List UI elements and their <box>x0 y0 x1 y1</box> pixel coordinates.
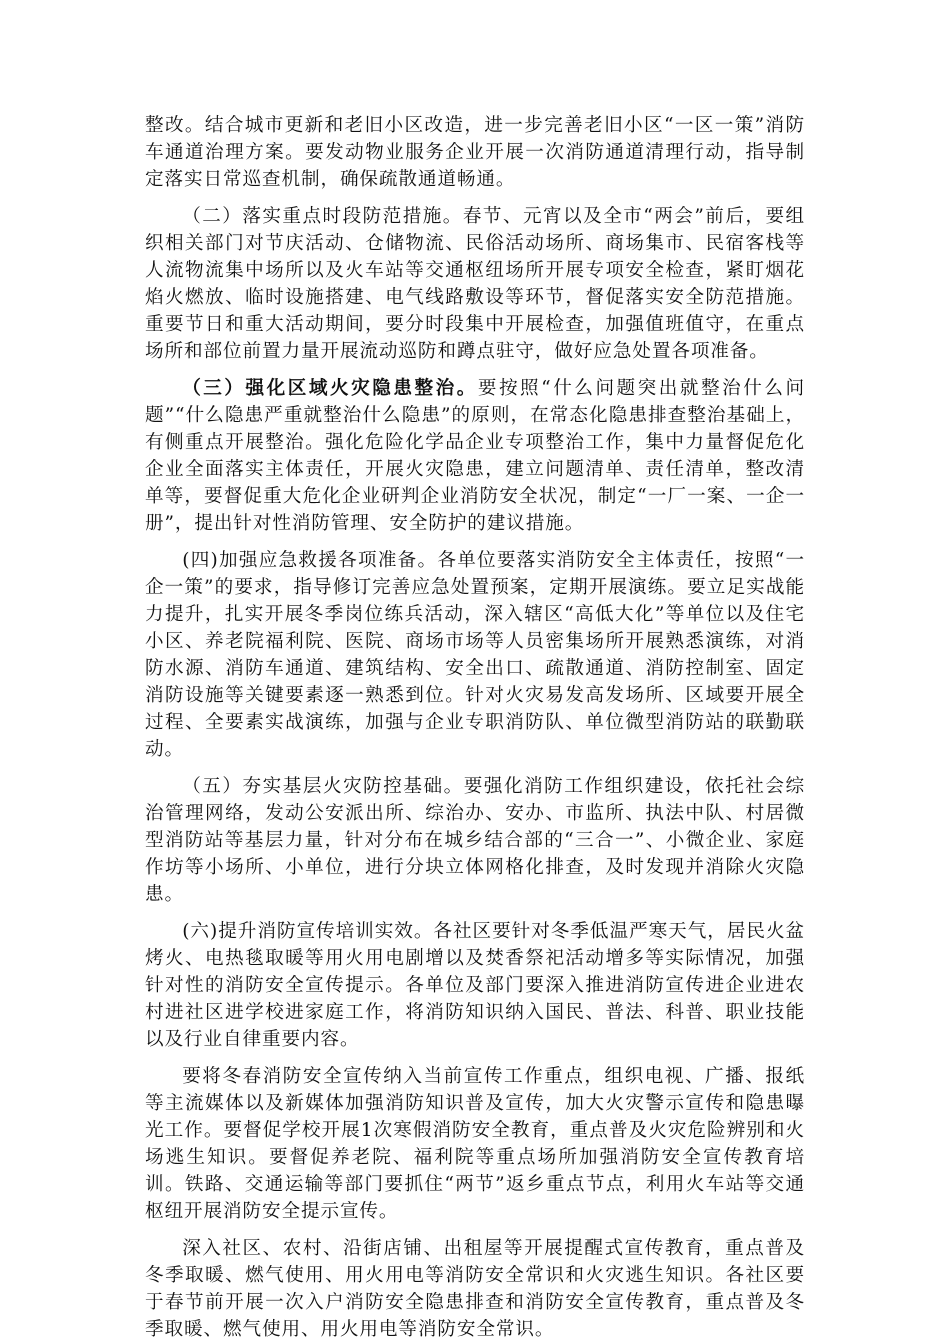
paragraph-text: 要强化消防工作组织建设，依托社会综治管理网络，发动公安派出所、综治办、安办、市监所、执法中队、村居微型消防站等基层力量，针对分布在城乡结合部的“三合一”、小微企业、家庭作坊等小场所、小单位，进行分块立体网格化排查，及时发现并消除火灾隐患。 <box>145 776 805 905</box>
paragraph-section-5 <box>145 773 805 908</box>
paragraph-text: 深入社区、农村、沿街店铺、出租屋等开展提醒式宣传教育，重点普及冬季取暖、燃气使用、用火用电等消防安全常识和火灾逃生知识。各社区要于春节前开展一次入户消防安全隐患排查和消防安全宣传教育，重点普及冬季取暖、燃气使用、用火用电等消防安全常识。 <box>145 1238 805 1340</box>
paragraph-text: 春节、元宵以及全市“两会”前后，要组织相关部门对节庆活动、仓储物流、民俗活动场所、商场集市、民宿客栈等人流物流集中场所以及火车站等交通枢纽场所开展专项安全检查，紧盯烟花焰火燃放、临时设施搭建、电气线路敷设等环节，督促落实安全防范措施。重要节日和重大活动期间，要分时段集中开展检查，加强值班值守，在重点场所和部位前置力量开展流动巡防和蹲点驻守，做好应急处置各项准备。 <box>145 206 805 362</box>
section-heading: (四)加强应急救援各项准备。 <box>182 550 438 571</box>
paragraph-section-3 <box>145 375 805 537</box>
document-page <box>145 112 805 1343</box>
paragraph-continuation <box>145 112 805 193</box>
paragraph-text: 各社区要针对冬季低温严寒天气，居民火盆烤火、电热毯取暖等用火用电剧增以及焚香祭祀活动增多等实际情况，加强针对性的消防安全宣传提示。各单位及部门要深入推进消防宣传进企业进农村进社区进学校进家庭工作，将消防知识纳入国民、普法、科普、职业技能以及行业自律重要内容。 <box>145 921 806 1050</box>
section-heading: （三）强化区域火灾隐患整治。 <box>182 378 478 399</box>
paragraph-section-4 <box>145 547 805 763</box>
paragraph-community <box>145 1235 805 1343</box>
paragraph-text: 各单位要落实消防安全主体责任，按照“一企一策”的要求，指导修订完善应急处置预案，定期开展演练。要立足实战能力提升，扎实开展冬季岗位练兵活动，深入辖区“高低大化”等单位以及住宅小区、养老院福利院、医院、商场市场等人员密集场所开展熟悉演练，对消防水源、消防车通道、建筑结构、安全出口、疏散通道、消防控制室、固定消防设施等关键要素逐一熟悉到位。针对火灾易发高发场所、区域要开展全过程、全要素实战演练，加强与企业专职消防队、单位微型消防站的联勤联动。 <box>145 550 805 760</box>
paragraph-text: 要按照“什么问题突出就整治什么问题”“什么隐患严重就整治什么隐患”的原则，在常态化隐患排查整治基础上，有侧重点开展整治。强化危险化学品企业专项整治工作，集中力量督促危化企业全面落实主体责任，开展火灾隐患，建立问题清单、责任清单，整改清单等，要督促重大危化企业研判企业消防安全状况，制定“一厂一案、一企一册”，提出针对性消防管理、安全防护的建议措施。 <box>145 378 805 534</box>
section-heading: (六)提升消防宣传培训实效。 <box>182 921 434 942</box>
section-heading: （五）夯实基层火灾防控基础。 <box>182 776 464 797</box>
paragraph-media <box>145 1063 805 1225</box>
paragraph-text: 整改。结合城市更新和老旧小区改造，进一步完善老旧小区“一区一策”消防车通道治理方案。要发动物业服务企业开展一次消防通道清理行动，指导制定落实日常巡查机制，确保疏散通道畅通。 <box>145 115 805 190</box>
section-heading: （二）落实重点时段防范措施。 <box>182 206 463 227</box>
paragraph-section-6 <box>145 918 805 1053</box>
paragraph-section-2 <box>145 203 805 365</box>
paragraph-text: 要将冬春消防安全宣传纳入当前宣传工作重点，组织电视、广播、报纸等主流媒体以及新媒体加强消防知识普及宣传，加大火灾警示宣传和隐患曝光工作。要督促学校开展1次寒假消防安全教育，重点普及火灾危险辨别和火场逃生知识。要督促养老院、福利院等重点场所加强消防安全宣传教育培训。铁路、交通运输等部门要抓住“两节”返乡重点节点，利用火车站等交通枢纽开展消防安全提示宣传。 <box>145 1066 805 1222</box>
